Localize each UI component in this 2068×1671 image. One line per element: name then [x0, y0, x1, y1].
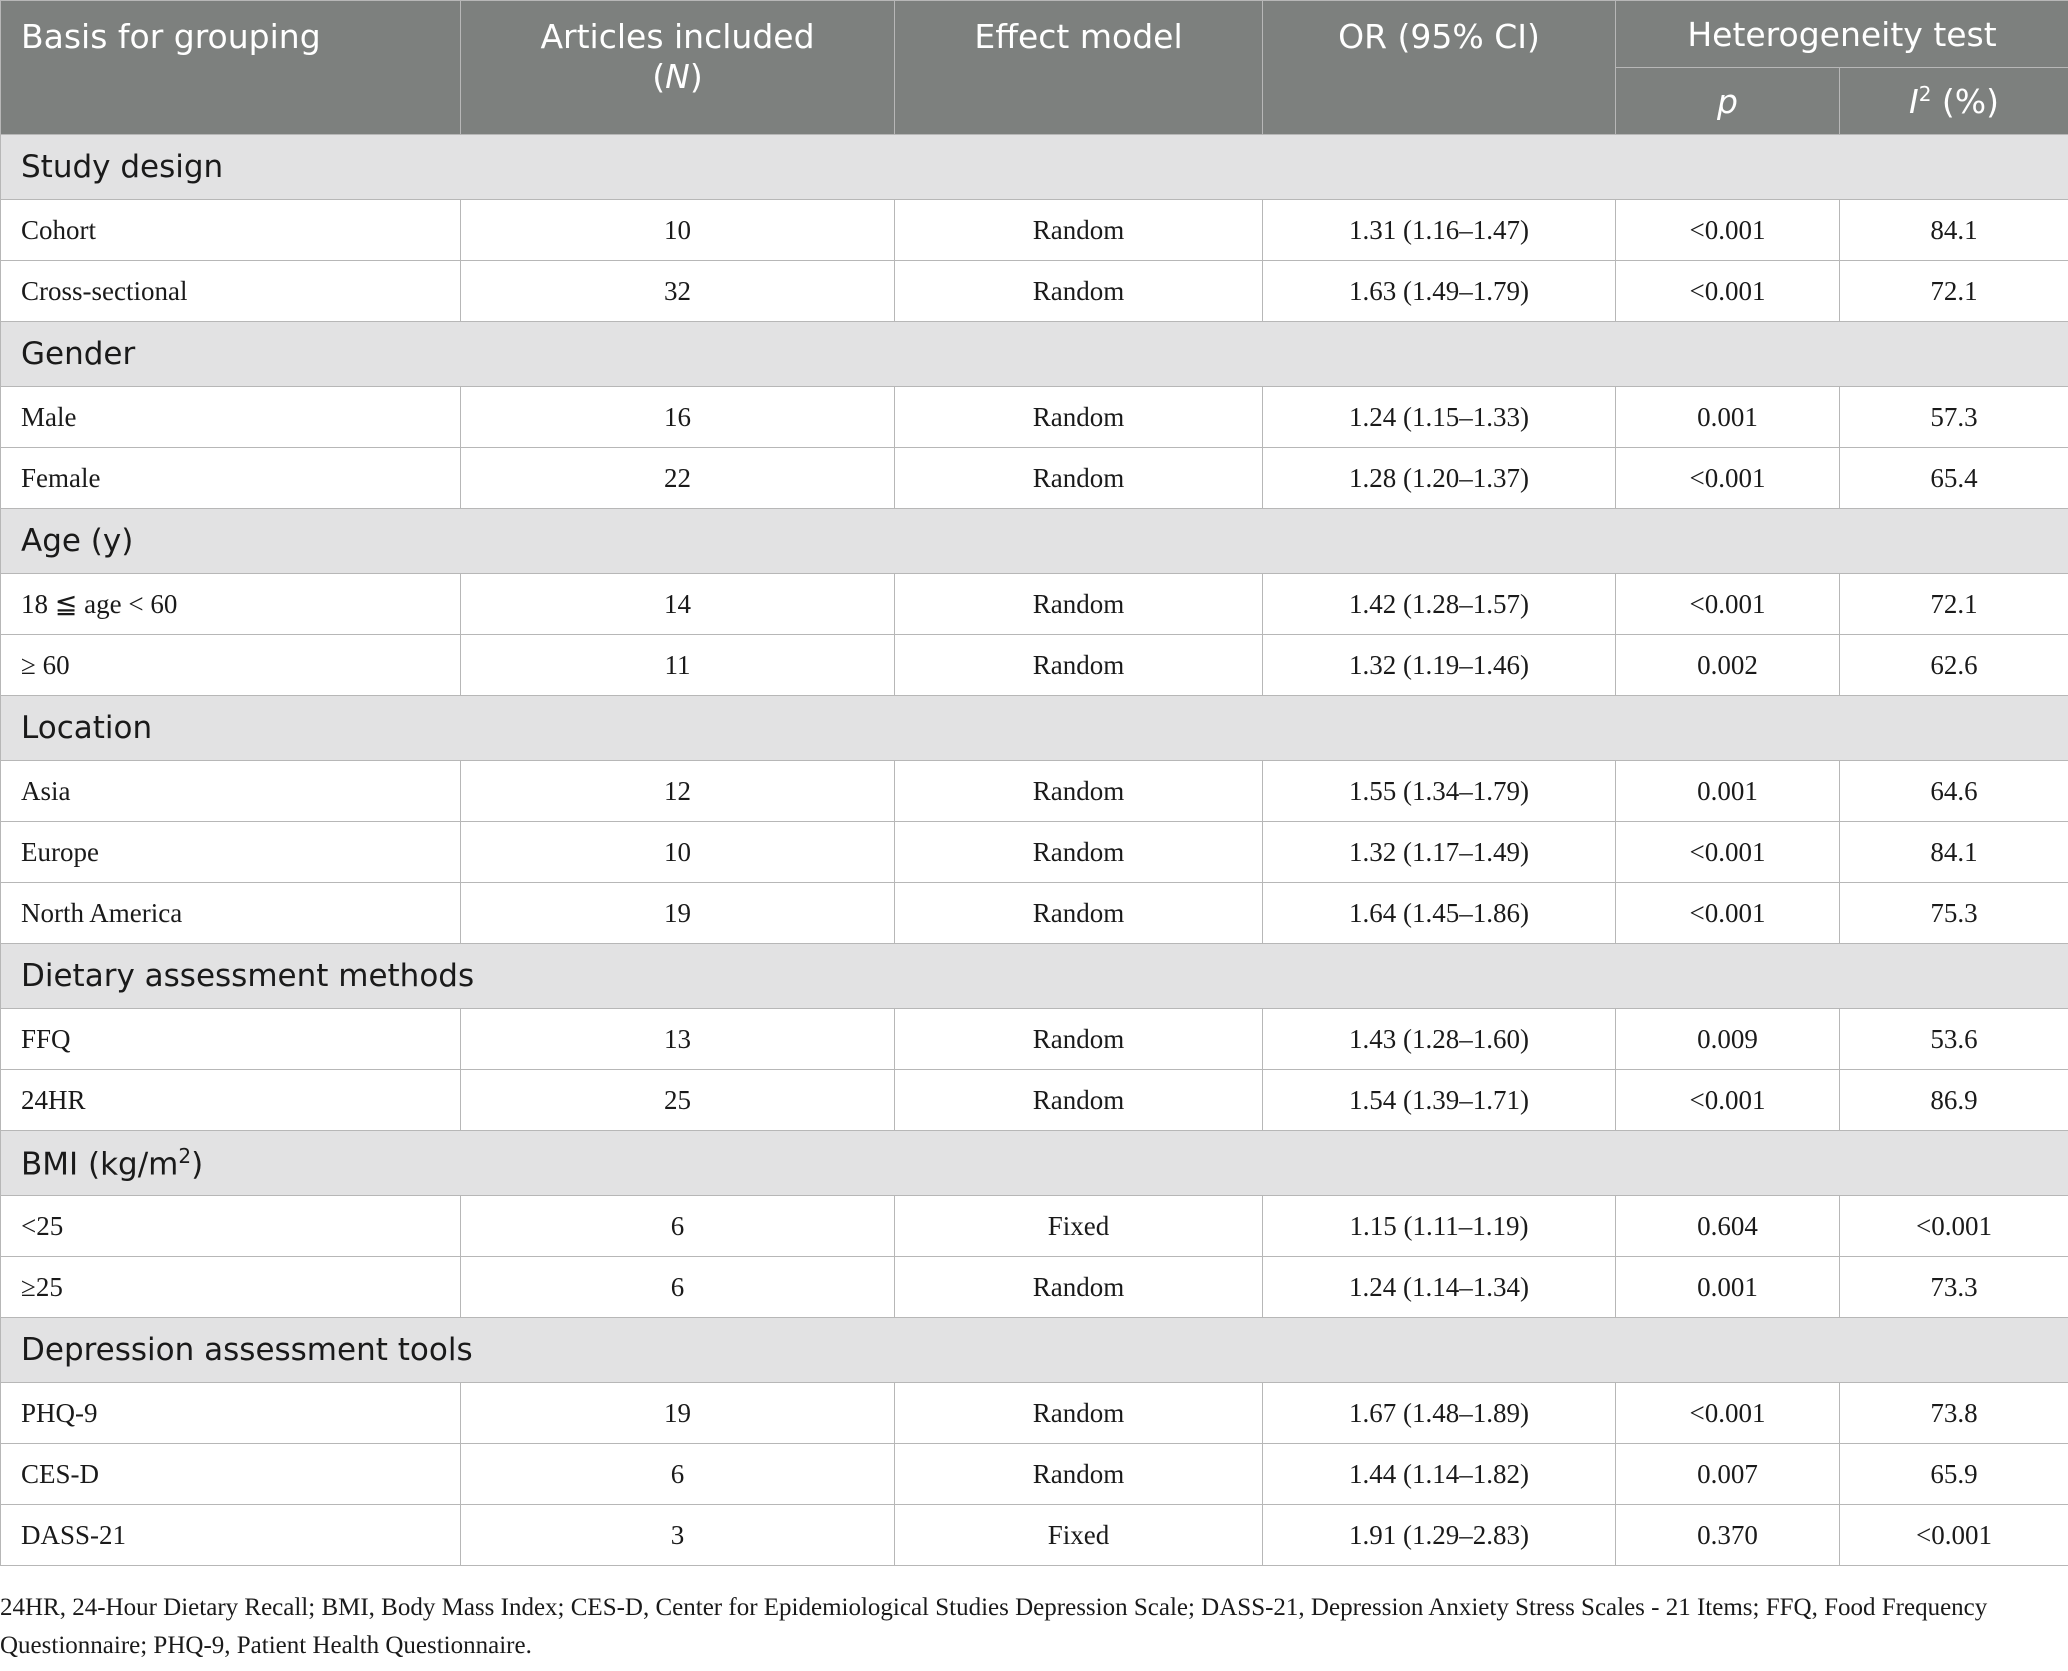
cell-articles: 16 [461, 387, 895, 448]
header-i2-sup: 2 [1918, 81, 1932, 106]
table-row [1, 883, 2068, 944]
cell-effect-model: Random [895, 200, 1263, 261]
group-row [1, 509, 2068, 574]
cell-or: 1.32 (1.17–1.49) [1263, 822, 1616, 883]
group-row [1, 135, 2068, 200]
group-title [1, 944, 2068, 1009]
cell-or: 1.42 (1.28–1.57) [1263, 574, 1616, 635]
cell-label: Europe [1, 822, 461, 883]
table-body [1, 135, 2068, 1566]
header-articles: Articles included (N) [461, 1, 895, 135]
cell-i2: 86.9 [1840, 1070, 2068, 1131]
group-title-text: Dietary assessment methods [21, 958, 475, 994]
cell-p: 0.002 [1616, 635, 1840, 696]
cell-p: 0.370 [1616, 1505, 1840, 1566]
group-title-text: Depression assessment tools [21, 1332, 473, 1368]
header-articles-n: N [665, 57, 690, 96]
header-i2 [1840, 68, 2068, 135]
cell-effect-model: Random [895, 448, 1263, 509]
cell-p: <0.001 [1616, 574, 1840, 635]
cell-articles: 22 [461, 448, 895, 509]
cell-p: <0.001 [1616, 1383, 1840, 1444]
cell-or: 1.24 (1.14–1.34) [1263, 1257, 1616, 1318]
table-row [1, 200, 2068, 261]
cell-label: PHQ-9 [1, 1383, 461, 1444]
cell-i2: 75.3 [1840, 883, 2068, 944]
cell-p: 0.009 [1616, 1009, 1840, 1070]
cell-effect-model: Fixed [895, 1505, 1263, 1566]
cell-articles: 32 [461, 261, 895, 322]
cell-effect-model: Random [895, 387, 1263, 448]
cell-label: Asia [1, 761, 461, 822]
cell-or: 1.55 (1.34–1.79) [1263, 761, 1616, 822]
cell-articles: 6 [461, 1444, 895, 1505]
table-row [1, 822, 2068, 883]
cell-articles: 10 [461, 200, 895, 261]
cell-label: North America [1, 883, 461, 944]
cell-p: <0.001 [1616, 200, 1840, 261]
cell-label: FFQ [1, 1009, 461, 1070]
cell-p: <0.001 [1616, 883, 1840, 944]
cell-or: 1.44 (1.14–1.82) [1263, 1444, 1616, 1505]
table-row [1, 1009, 2068, 1070]
table-row [1, 1196, 2068, 1257]
cell-i2: 64.6 [1840, 761, 2068, 822]
cell-p: <0.001 [1616, 1070, 1840, 1131]
cell-effect-model: Random [895, 761, 1263, 822]
header-basis: Basis for grouping [1, 1, 461, 135]
group-title-text: BMI (kg/m [21, 1146, 179, 1183]
cell-articles: 13 [461, 1009, 895, 1070]
cell-effect-model: Random [895, 1070, 1263, 1131]
cell-or: 1.43 (1.28–1.60) [1263, 1009, 1616, 1070]
cell-or: 1.24 (1.15–1.33) [1263, 387, 1616, 448]
cell-i2: 57.3 [1840, 387, 2068, 448]
cell-i2: 72.1 [1840, 261, 2068, 322]
group-title-sup: 2 [178, 1143, 192, 1168]
cell-p: <0.001 [1616, 261, 1840, 322]
cell-i2: 73.3 [1840, 1257, 2068, 1318]
cell-effect-model: Random [895, 1257, 1263, 1318]
group-title [1, 1318, 2068, 1383]
table-row [1, 1070, 2068, 1131]
cell-or: 1.64 (1.45–1.86) [1263, 883, 1616, 944]
cell-articles: 6 [461, 1257, 895, 1318]
cell-or: 1.28 (1.20–1.37) [1263, 448, 1616, 509]
cell-articles: 19 [461, 883, 895, 944]
group-title [1, 509, 2068, 574]
cell-or: 1.31 (1.16–1.47) [1263, 200, 1616, 261]
group-title-text: Location [21, 710, 153, 746]
cell-label: Cross-sectional [1, 261, 461, 322]
table-row [1, 261, 2068, 322]
cell-articles: 11 [461, 635, 895, 696]
header-heterogeneity: Heterogeneity test [1616, 1, 2068, 68]
table-row [1, 448, 2068, 509]
table-row [1, 1383, 2068, 1444]
group-title [1, 696, 2068, 761]
cell-articles: 12 [461, 761, 895, 822]
group-title [1, 322, 2068, 387]
cell-effect-model: Random [895, 1444, 1263, 1505]
cell-effect-model: Random [895, 1009, 1263, 1070]
cell-label: 18 ≦ age < 60 [1, 574, 461, 635]
cell-articles: 3 [461, 1505, 895, 1566]
header-i2-letter: I [1908, 81, 1919, 121]
cell-p: 0.001 [1616, 761, 1840, 822]
group-row [1, 1318, 2068, 1383]
cell-p: 0.007 [1616, 1444, 1840, 1505]
cell-i2: 65.4 [1840, 448, 2068, 509]
group-title [1, 1131, 2068, 1196]
cell-articles: 10 [461, 822, 895, 883]
cell-articles: 25 [461, 1070, 895, 1131]
cell-effect-model: Random [895, 1383, 1263, 1444]
cell-articles: 14 [461, 574, 895, 635]
table-row [1, 1257, 2068, 1318]
cell-articles: 6 [461, 1196, 895, 1257]
group-title [1, 135, 2068, 200]
group-title-text: Gender [21, 336, 136, 372]
cell-or: 1.63 (1.49–1.79) [1263, 261, 1616, 322]
cell-i2: 73.8 [1840, 1383, 2068, 1444]
cell-or: 1.15 (1.11–1.19) [1263, 1196, 1616, 1257]
cell-label: <25 [1, 1196, 461, 1257]
cell-effect-model: Random [895, 635, 1263, 696]
cell-effect-model: Random [895, 883, 1263, 944]
cell-i2: <0.001 [1840, 1196, 2068, 1257]
header-or: OR (95% CI) [1263, 1, 1616, 135]
table-footnote: 24HR, 24-Hour Dietary Recall; BMI, Body Mass Index; CES-D, Center for Epidemiological Studies Depression Scale; DASS-21, Depression Anxiety Stress Scales - 21 Items; FFQ, Food Frequency Questionnaire; PHQ-9, Patient Health Questionnaire. [0, 1594, 1988, 1659]
cell-label: Male [1, 387, 461, 448]
table-header [1, 1, 2068, 135]
cell-p: 0.001 [1616, 387, 1840, 448]
cell-p: 0.604 [1616, 1196, 1840, 1257]
group-title-text: Study design [21, 149, 224, 185]
cell-i2: 72.1 [1840, 574, 2068, 635]
cell-p: <0.001 [1616, 822, 1840, 883]
cell-label: 24HR [1, 1070, 461, 1131]
cell-label: ≥25 [1, 1257, 461, 1318]
table-row [1, 635, 2068, 696]
table-row [1, 387, 2068, 448]
table-row [1, 574, 2068, 635]
cell-i2: <0.001 [1840, 1505, 2068, 1566]
cell-p: 0.001 [1616, 1257, 1840, 1318]
group-title-text: Age (y) [21, 523, 134, 559]
table-row [1, 761, 2068, 822]
cell-effect-model: Random [895, 822, 1263, 883]
cell-label: ≥ 60 [1, 635, 461, 696]
table-row [1, 1505, 2068, 1566]
cell-effect-model: Fixed [895, 1196, 1263, 1257]
cell-or: 1.67 (1.48–1.89) [1263, 1383, 1616, 1444]
group-row [1, 696, 2068, 761]
cell-i2: 84.1 [1840, 200, 2068, 261]
cell-label: CES-D [1, 1444, 461, 1505]
cell-label: Female [1, 448, 461, 509]
cell-articles: 19 [461, 1383, 895, 1444]
header-articles-label: Articles included [540, 17, 815, 56]
table-row [1, 1444, 2068, 1505]
cell-or: 1.91 (1.29–2.83) [1263, 1505, 1616, 1566]
cell-i2: 62.6 [1840, 635, 2068, 696]
header-i2-unit: (%) [1931, 81, 2000, 121]
group-row [1, 944, 2068, 1009]
header-p: p [1616, 68, 1840, 135]
group-row [1, 322, 2068, 387]
cell-label: DASS-21 [1, 1505, 461, 1566]
group-title-end: ) [191, 1146, 204, 1183]
cell-or: 1.32 (1.19–1.46) [1263, 635, 1616, 696]
cell-effect-model: Random [895, 261, 1263, 322]
cell-p: <0.001 [1616, 448, 1840, 509]
cell-i2: 84.1 [1840, 822, 2068, 883]
cell-or: 1.54 (1.39–1.71) [1263, 1070, 1616, 1131]
cell-label: Cohort [1, 200, 461, 261]
cell-effect-model: Random [895, 574, 1263, 635]
header-effect-model: Effect model [895, 1, 1263, 135]
group-row [1, 1131, 2068, 1196]
cell-i2: 65.9 [1840, 1444, 2068, 1505]
cell-i2: 53.6 [1840, 1009, 2068, 1070]
